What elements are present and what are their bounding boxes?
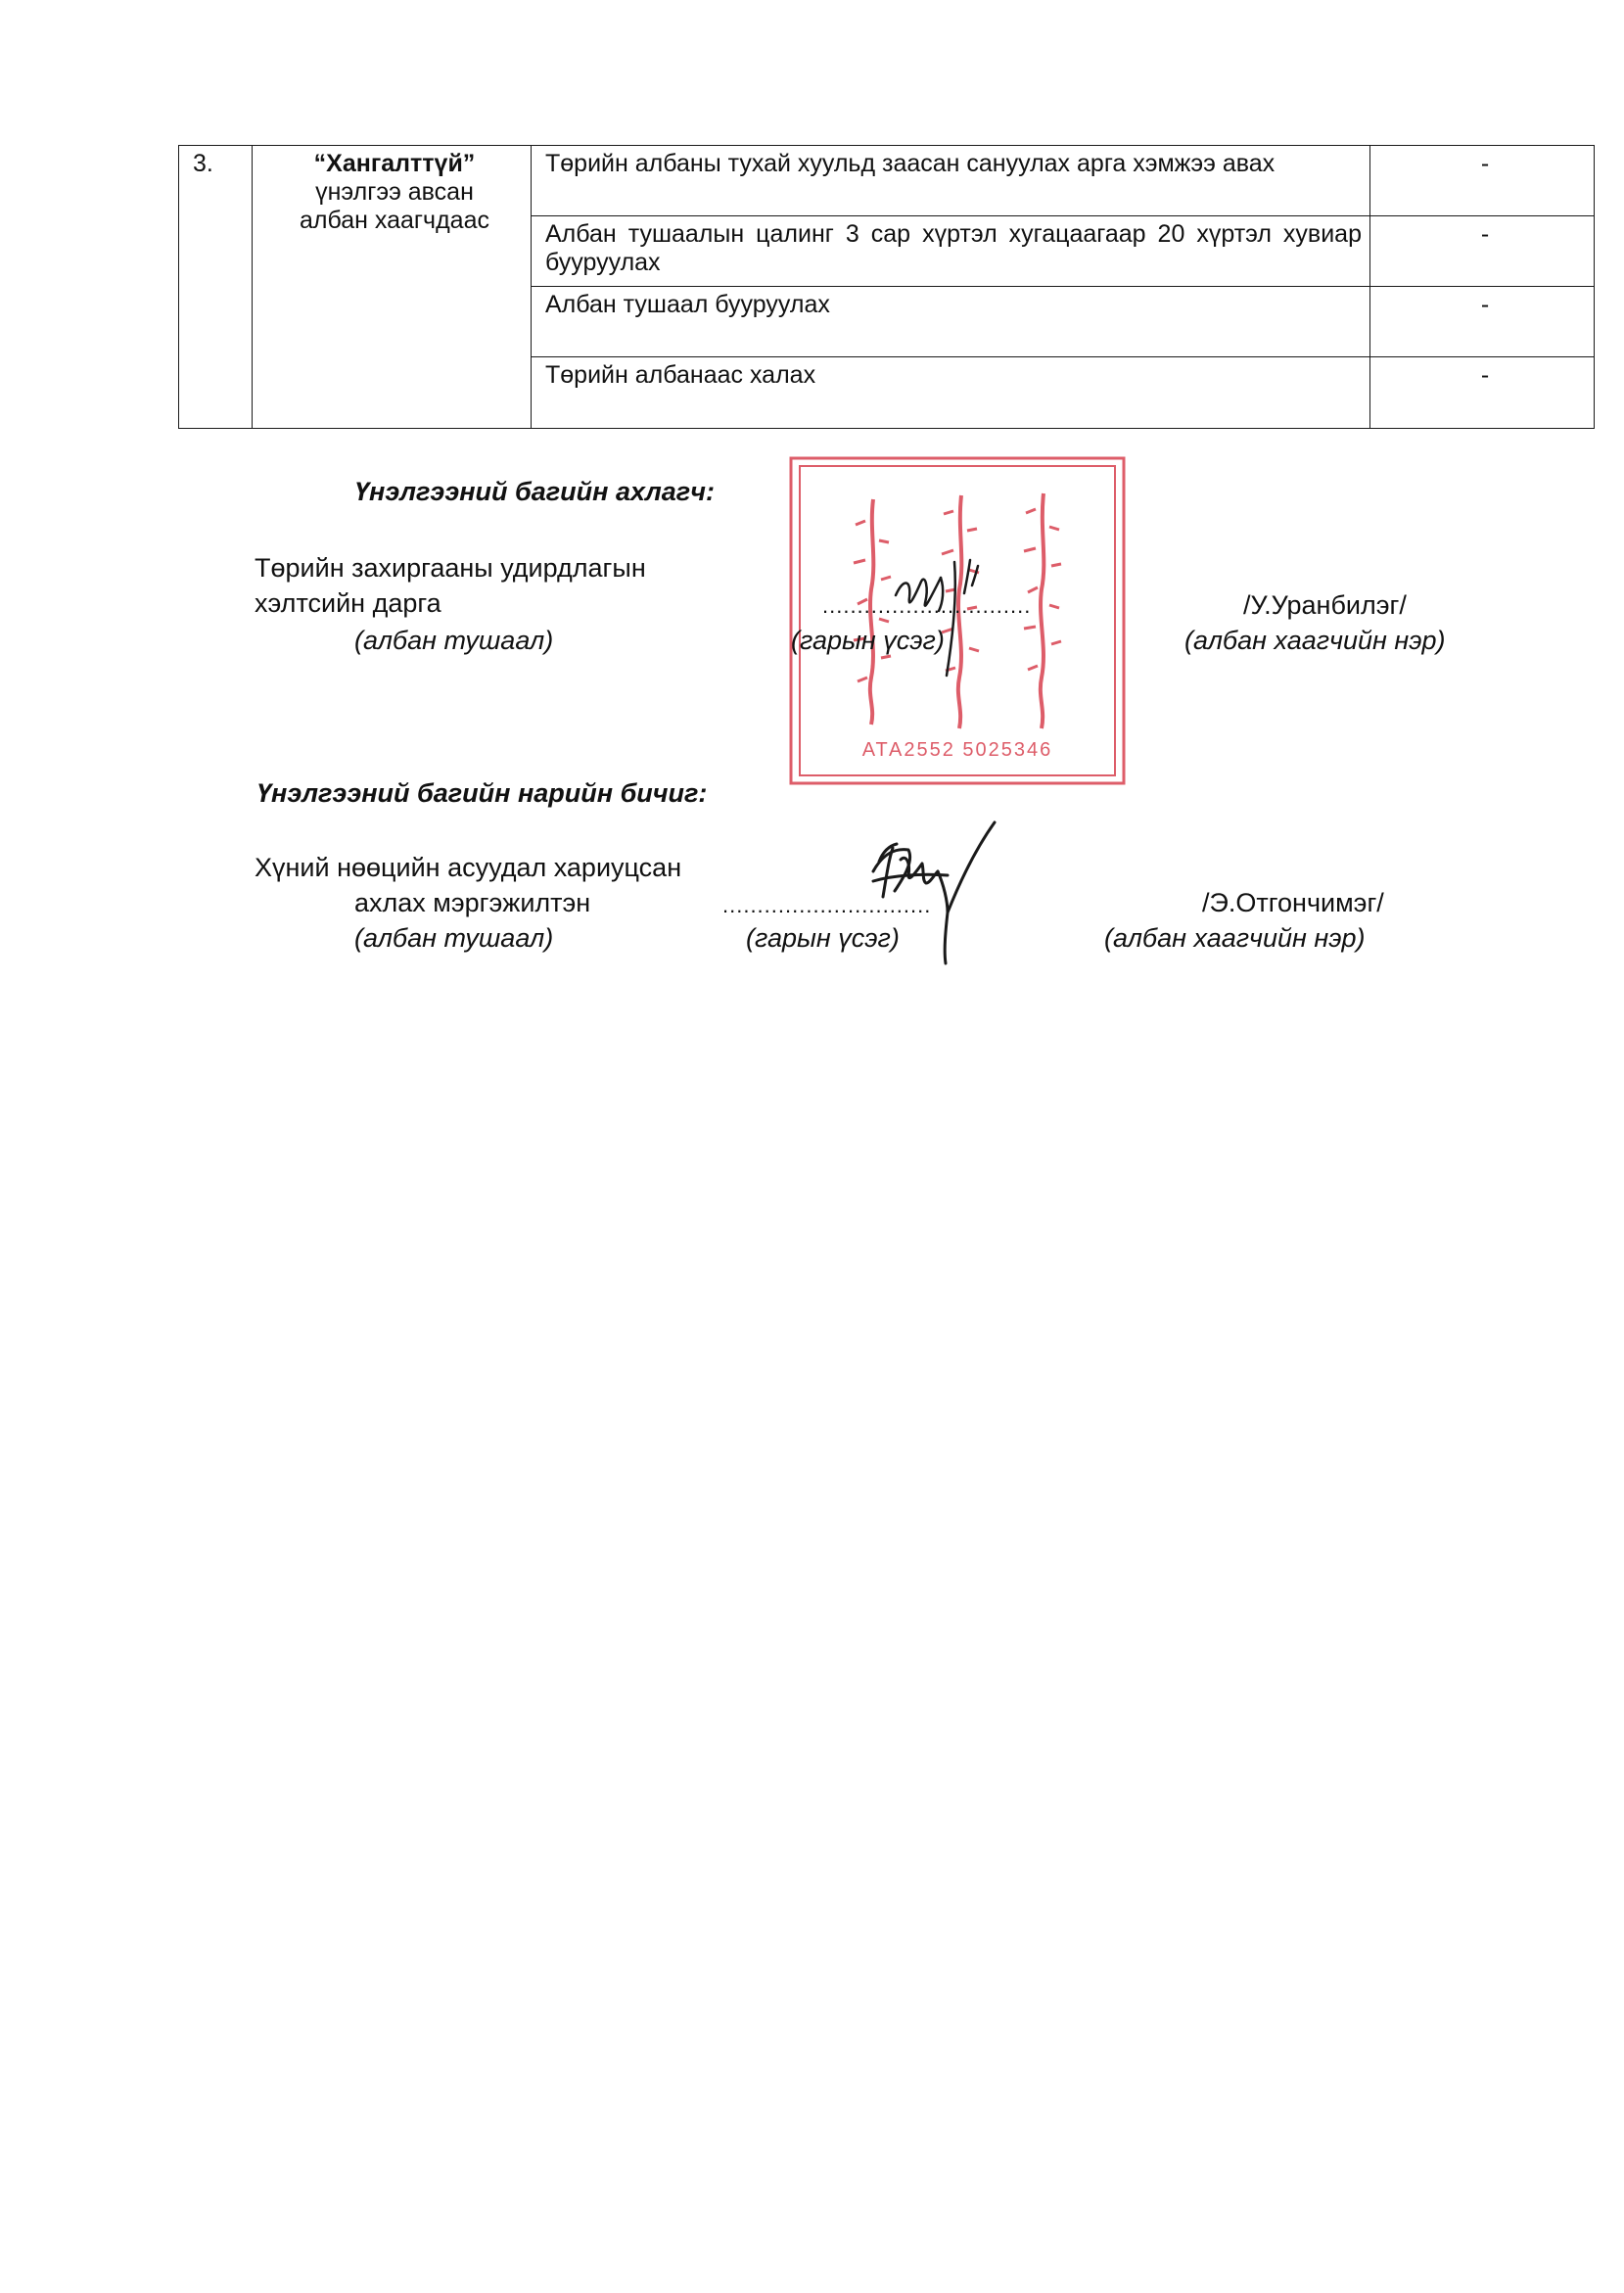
category-line: албан хаагчдаас — [300, 207, 489, 234]
leader-name-caption: (албан хаагчийн нэр) — [1184, 626, 1446, 655]
leader-signature-caption: (гарын үсэг) — [791, 626, 945, 655]
leader-position-line2: хэлтсийн дарга — [255, 588, 441, 618]
leader-position-caption: (албан тушаал) — [354, 626, 554, 655]
value-cell: - — [1370, 216, 1595, 287]
secretary-position-line1: Хүний нөөцийн асуудал хариуцсан — [255, 853, 682, 882]
leader-position-line1: Төрийн захиргааны удирдлагын — [255, 553, 646, 583]
secretary-position-caption: (албан тушаал) — [354, 923, 554, 953]
secretary-name: /Э.Отгончимэг/ — [1202, 888, 1384, 917]
secretary-name-caption: (албан хаагчийн нэр) — [1104, 923, 1366, 953]
secretary-signature-caption: (гарын үсэг) — [746, 923, 900, 953]
action-cell: Төрийн албаны тухай хуульд заасан сануулах арга хэмжээ авах — [532, 146, 1370, 216]
category-line: үнэлгээ авсан — [315, 178, 474, 206]
action-cell: Албан тушаал бууруулах — [532, 287, 1370, 357]
secretary-heading: Үнэлгээний багийн нарийн бичиг: — [256, 778, 708, 808]
secretary-handwritten-signature — [854, 803, 1010, 969]
table-row — [179, 146, 1595, 216]
category-cell — [253, 146, 532, 429]
action-cell: Албан тушаалын цалинг 3 сар хүртэл хугацаагаар 20 хүртэл хувиар бууруулах — [532, 216, 1370, 287]
secretary-signature-line: .............................. — [722, 893, 932, 917]
stamp-code: АТА2552 5025346 — [861, 739, 1053, 761]
leader-name: /У.Уранбилэг/ — [1243, 590, 1407, 620]
value-cell: - — [1370, 357, 1595, 429]
secretary-position-line2: ахлах мэргэжилтэн — [354, 888, 591, 917]
action-cell: Төрийн албанаас халах — [532, 357, 1370, 429]
leader-signature-line: .............................. — [822, 593, 1032, 618]
value-cell: - — [1370, 146, 1595, 216]
leader-heading: Үнэлгээний багийн ахлагч: — [354, 477, 715, 506]
category-title: “Хангалттүй” — [313, 150, 476, 177]
row-number-cell: 3. — [179, 146, 253, 429]
leader-handwritten-signature — [886, 548, 1003, 685]
measures-table — [178, 145, 1595, 429]
value-cell: - — [1370, 287, 1595, 357]
